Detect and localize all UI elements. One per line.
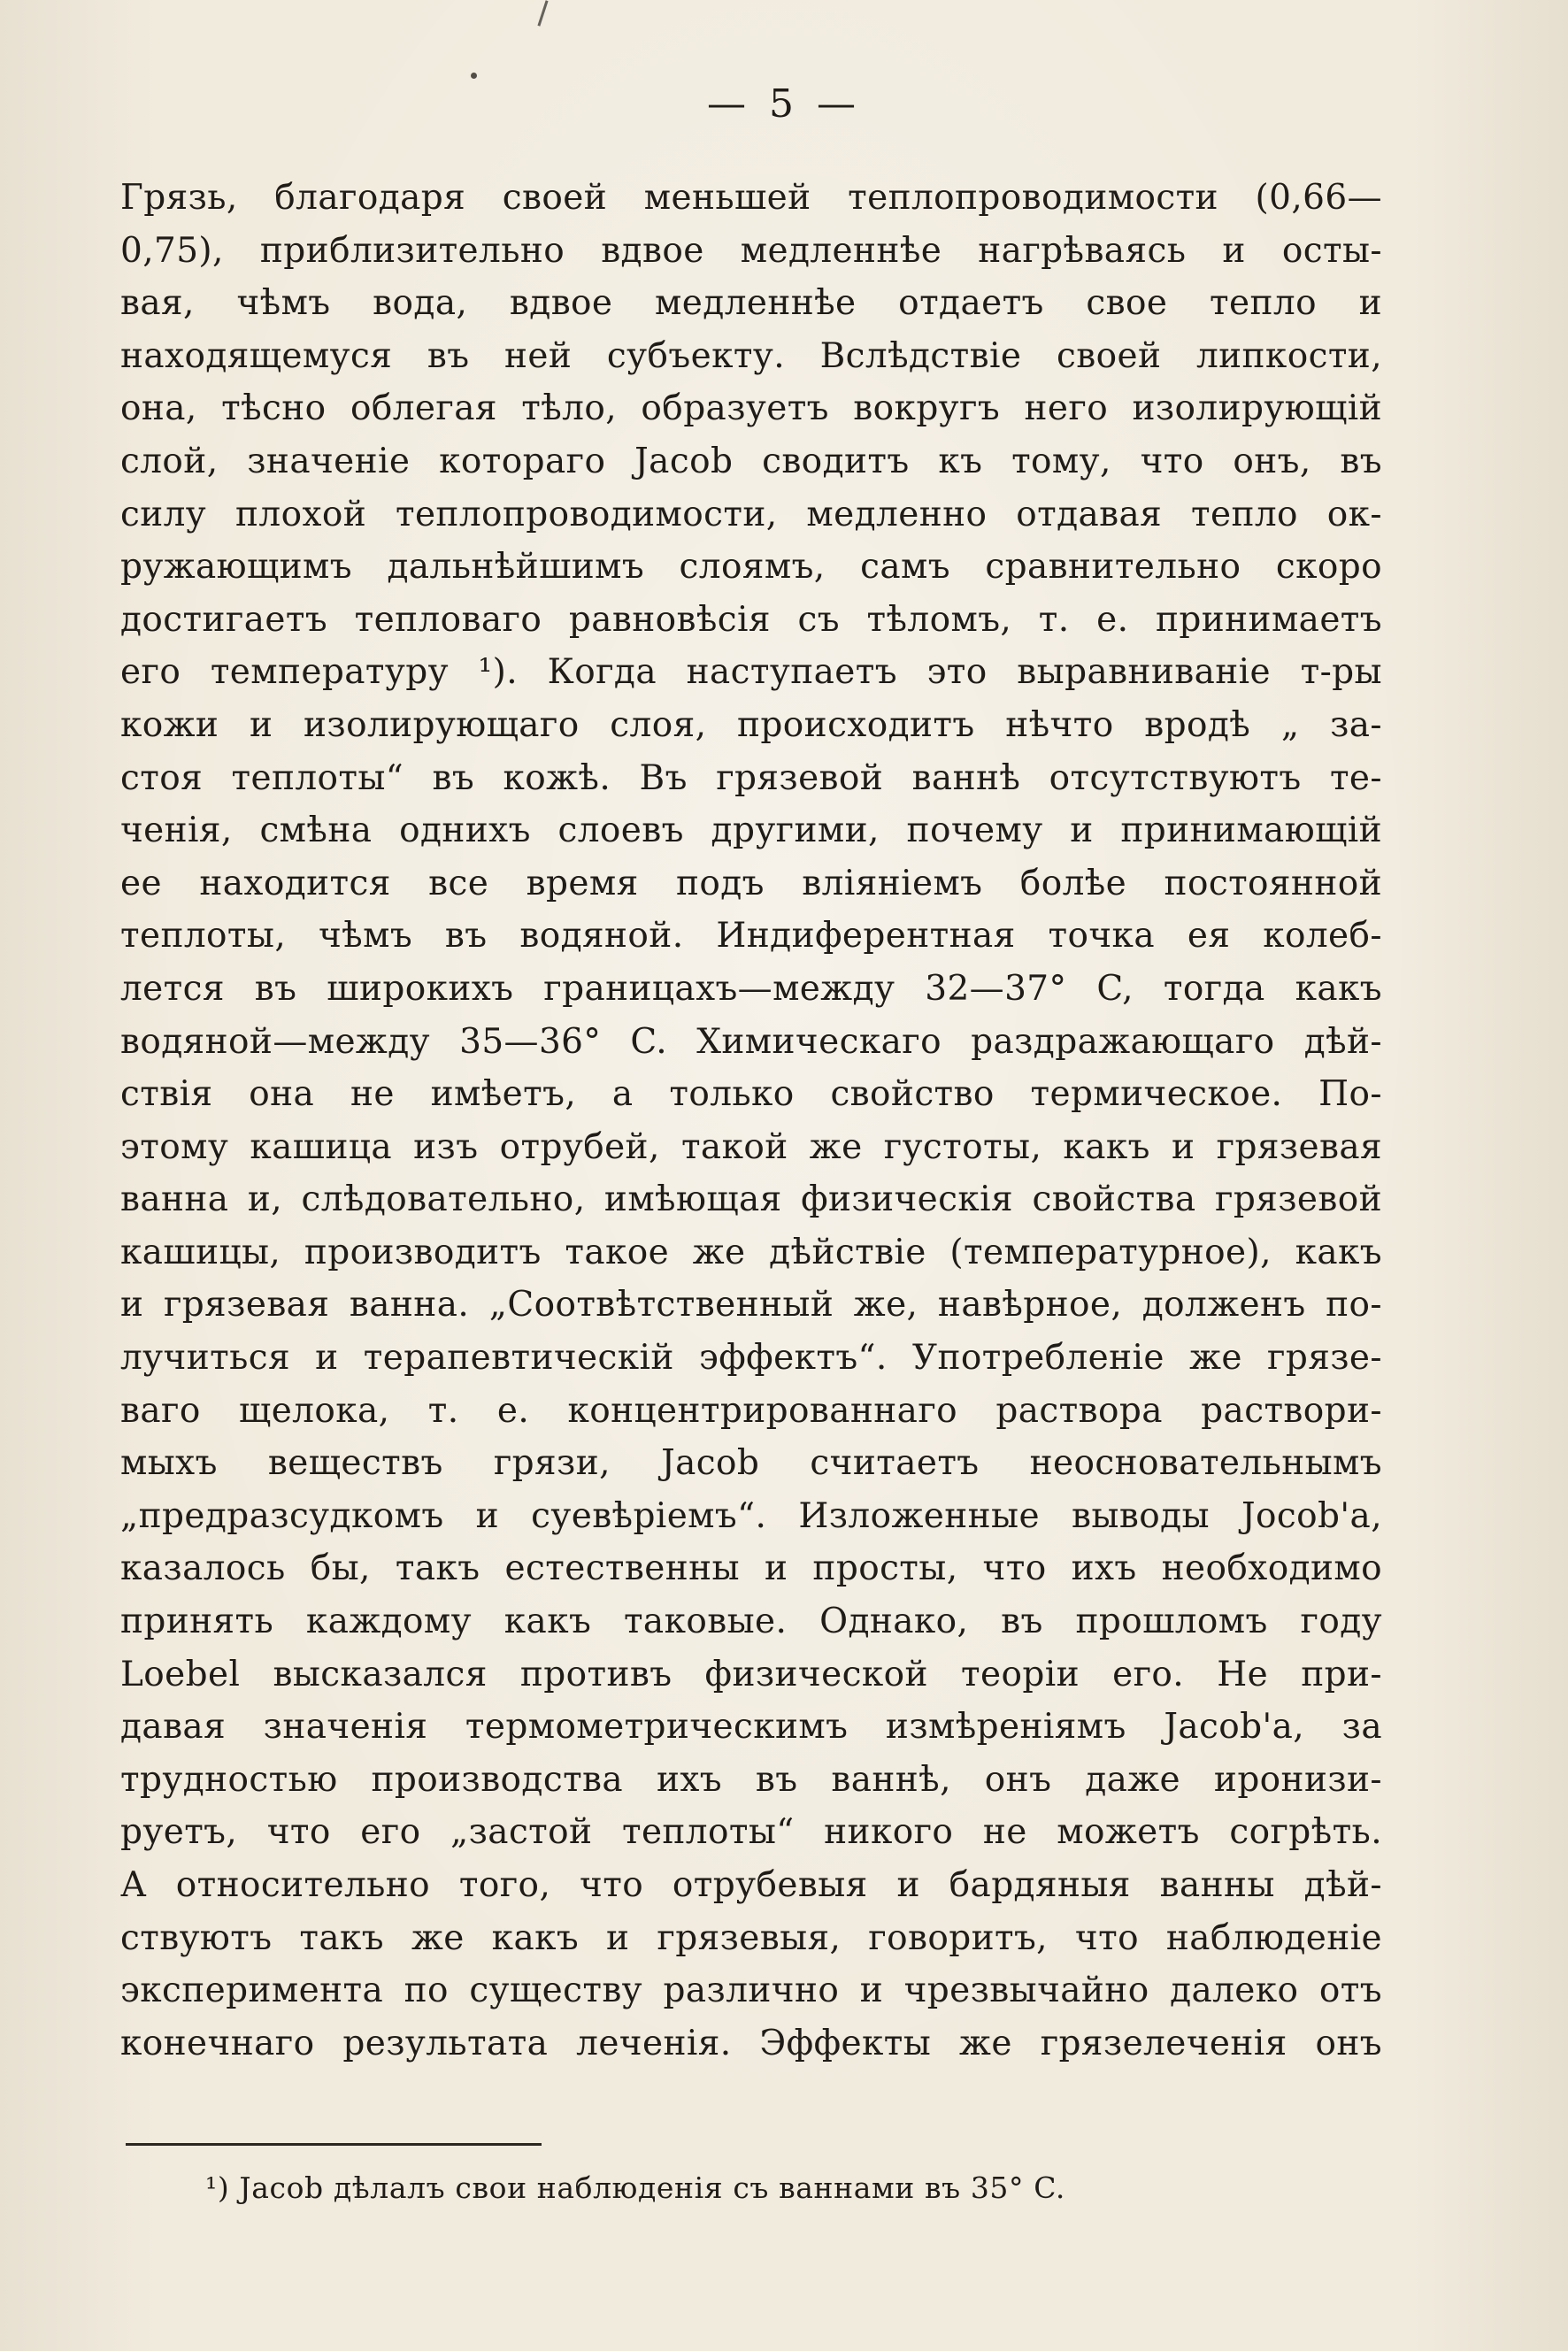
text-line: ее находится все время подъ вліяніемъ болѣе постоянной: [120, 863, 1382, 903]
text-line: кашицы, производитъ такое же дѣйствіе (температурное), какъ: [120, 1232, 1382, 1272]
text-line: она, тѣсно облегая тѣло, образуетъ вокругъ него изолирующій: [120, 388, 1382, 429]
body-text: [120, 172, 1382, 2070]
text-line: ружающимъ дальнѣйшимъ слоямъ, самъ сравнительно скоро: [120, 547, 1382, 588]
pencil-mark: [537, 0, 548, 26]
text-line: 0,75), приблизительно вдвое медленнѣе нагрѣваясь и осты-: [120, 230, 1382, 271]
text-line: „предразсудкомъ и суевѣріемъ“. Изложенные выводы Jocob'a,: [120, 1495, 1382, 1536]
text-line: ваго щелока, т. е. концентрированнаго раствора раствори-: [120, 1390, 1382, 1431]
text-line: ствуютъ такъ же какъ и грязевыя, говоритъ, что наблюденіе: [120, 1917, 1382, 1958]
text-line: А относительно того, что отрубевыя и бардяныя ванны дѣй-: [120, 1865, 1382, 1905]
text-line: находящемуся въ ней субъекту. Вслѣдствіе своей липкости,: [120, 335, 1382, 376]
text-line: теплоты, чѣмъ въ водяной. Индиферентная точка ея колеб-: [120, 916, 1382, 957]
text-line: кожи и изолирующаго слоя, происходитъ нѣчто вродѣ „ за-: [120, 704, 1382, 745]
text-line: ствія она не имѣетъ, а только свойство термическое. По-: [120, 1074, 1382, 1115]
text-line: принять каждому какъ таковые. Однако, въ прошломъ году: [120, 1602, 1382, 1642]
text-line: лучиться и терапевтическій эффектъ“. Употребленіе же грязе-: [120, 1338, 1382, 1379]
footnote-divider: [126, 2143, 542, 2146]
text-line: мыхъ веществъ грязи, Jacob считаетъ неосновательнымъ: [120, 1443, 1382, 1484]
text-line: трудностью производства ихъ въ ваннѣ, онъ даже иронизи-: [120, 1759, 1382, 1800]
text-line: вая, чѣмъ вода, вдвое медленнѣе отдаетъ свое тепло и: [120, 283, 1382, 324]
text-line: слой, значеніе котораго Jacob сводитъ къ тому, что онъ, въ: [120, 441, 1382, 481]
text-line: ченія, смѣна однихъ слоевъ другими, почему и принимающій: [120, 811, 1382, 851]
text-line: эксперимента по существу различно и чрезвычайно далеко отъ: [120, 1971, 1382, 2011]
page-number: — 5 —: [707, 81, 861, 127]
text-line: руетъ, что его „застой теплоты“ никого не можетъ согрѣть.: [120, 1812, 1382, 1853]
ink-dot: [471, 73, 477, 79]
text-line: давая значенія термометрическимъ измѣреніямъ Jacob'a, за: [120, 1707, 1382, 1748]
text-line: Грязь, благодаря своей меньшей теплопроводимости (0,66—: [120, 178, 1382, 218]
text-line: водяной—между 35—36° C. Химическаго раздражающаго дѣй-: [120, 1021, 1382, 1062]
text-line: стоя теплоты“ въ кожѣ. Въ грязевой ваннѣ отсутствуютъ те-: [120, 757, 1382, 798]
text-line: его температуру ¹). Когда наступаетъ это выравниваніе т-ры: [120, 652, 1382, 693]
text-line: достигаетъ тепловаго равновѣсія съ тѣломъ, т. е. принимаетъ: [120, 599, 1382, 640]
text-line: силу плохой теплопроводимости, медленно отдавая тепло ок-: [120, 494, 1382, 534]
text-line: этому кашица изъ отрубей, такой же густоты, какъ и грязевая: [120, 1126, 1382, 1167]
text-line: Loebel высказался противъ физической теоріи его. Не при-: [120, 1654, 1382, 1694]
text-line: казалось бы, такъ естественны и просты, что ихъ необходимо: [120, 1548, 1382, 1589]
text-line: и грязевая ванна. „Соотвѣтственный же, навѣрное, долженъ по-: [120, 1285, 1382, 1325]
footnote: ¹) Jacob дѣлалъ свои наблюденія съ ваннами въ 35° C.: [205, 2170, 1065, 2205]
text-line: ванна и, слѣдовательно, имѣющая физическія свойства грязевой: [120, 1179, 1382, 1220]
text-line: конечнаго результата леченія. Эффекты же грязелеченія онъ: [120, 2023, 1382, 2063]
text-line: лется въ широкихъ границахъ—между 32—37° C, тогда какъ: [120, 968, 1382, 1009]
